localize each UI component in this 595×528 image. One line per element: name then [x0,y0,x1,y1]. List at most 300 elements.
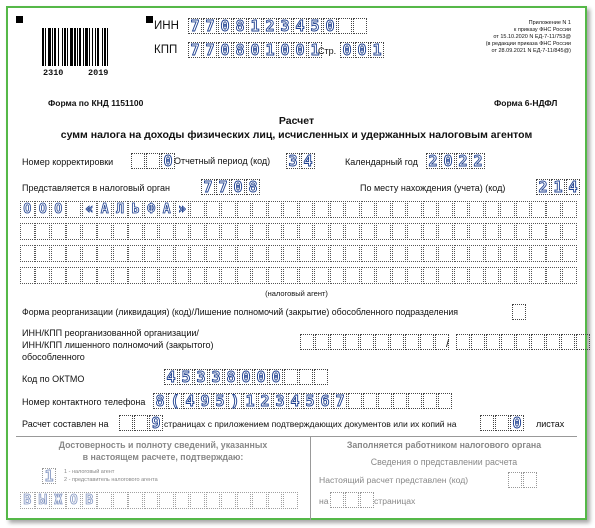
name-cell: О [20,201,35,218]
name-cell [190,267,205,284]
empty-cell [360,334,374,350]
name-cell [175,223,190,240]
digit-cell: 2 [536,179,550,195]
name-cell [546,245,561,262]
name-cell [252,245,267,262]
digit-cell: 4 [183,393,197,409]
digit-cell: 3 [278,18,292,34]
name-cell [175,245,190,262]
name-cell [423,223,438,240]
name-cell [516,201,531,218]
correction-label: Номер корректировки [22,157,114,167]
name-cell [392,245,407,262]
digit-cell: ( [168,393,182,409]
name-cell [516,245,531,262]
name-cell [144,245,159,262]
name-cell [206,492,221,509]
name-cell [423,245,438,262]
barcode-image [42,28,128,66]
name-cell [299,267,314,284]
name-cell [237,223,252,240]
digit-cell: 3 [209,369,223,385]
digit-cell: 0 [441,153,455,169]
digit-cell: 3 [273,393,287,409]
name-cell [299,245,314,262]
reorg-label: Форма реорганизации (ликвидация) (код)/Лишение полномочий (закрытие) обособленного подразделения [22,307,459,317]
digit-cell [284,369,298,385]
name-cell [82,223,97,240]
digit-cell: 0 [340,42,354,58]
name-cell: Л [113,201,128,218]
name-cell [361,245,376,262]
empty-cell [516,334,530,350]
name-cell [237,492,252,509]
digit-cell: 1 [308,42,322,58]
name-cell [361,201,376,218]
name-cell: Ж [51,492,66,509]
name-cell [175,492,190,509]
name-cell [113,223,128,240]
digit-cell: 2 [258,393,272,409]
digit-cell: 1 [551,179,565,195]
appendix-note-line: (в редакции приказа ФНС России [485,41,571,47]
tax-authority-label: Представляется в налоговый орган [22,183,170,193]
name-cell [531,201,546,218]
authority-subtitle: Сведения о представлении расчета [370,457,518,467]
empty-cell [345,334,359,350]
name-cell [113,492,128,509]
name-cell: О [66,492,81,509]
corner-marker [146,16,153,23]
name-cell [392,201,407,218]
name-cell [221,267,236,284]
name-cell [66,201,81,218]
empty-cell [420,334,434,350]
name-cell [128,267,143,284]
name-cell [128,223,143,240]
digit-cell: 7 [333,393,347,409]
reorg-kpp-cells[interactable] [456,334,591,350]
name-cell [221,201,236,218]
kpp-cells[interactable] [188,42,323,58]
corner-marker [16,16,23,23]
name-cell [82,245,97,262]
empty-cell [501,334,515,350]
name-cell [159,245,174,262]
name-cell [206,245,221,262]
location-cells[interactable] [536,179,581,195]
digit-cell: 7 [216,179,230,195]
digit-cell [363,393,377,409]
digit-cell: 8 [233,42,247,58]
digit-cell [480,415,494,431]
digit-cell: 3 [286,153,300,169]
digit-cell [408,393,422,409]
name-cell [175,267,190,284]
digit-cell: 1 [42,468,56,484]
name-cell [283,492,298,509]
agent-name-row[interactable] [20,245,577,262]
name-cell [485,223,500,240]
digit-cell [393,393,407,409]
reorg-cells[interactable] [512,304,527,320]
digit-cell: 0 [254,369,268,385]
inn-label: ИНН [154,20,179,32]
digit-cell: 0 [323,18,337,34]
digit-cell: 6 [318,393,332,409]
digit-cell [348,393,362,409]
digit-cell [423,393,437,409]
location-label: По месту нахождения (учета) (код) [360,183,506,193]
name-cell [376,267,391,284]
name-cell [485,245,500,262]
name-cell: А [97,201,112,218]
digit-cell: 2 [263,18,277,34]
digit-cell: 8 [153,393,167,409]
name-cell [345,201,360,218]
reorg-inn-label: ИНН/КПП лишенного полномочий (закрытого) [22,340,214,350]
digit-cell: 1 [243,393,257,409]
form-page [6,6,587,520]
digit-cell: 3 [194,369,208,385]
digit-cell: 2 [456,153,470,169]
page-label: Стр. [318,46,337,56]
name-cell [51,267,66,284]
name-cell [252,492,267,509]
digit-cell: 9 [149,415,163,431]
period-cells[interactable] [286,153,316,169]
name-cell [314,245,329,262]
name-cell [562,267,577,284]
pages-label: Расчет составлен на [22,419,109,429]
name-cell [113,267,128,284]
name-cell [469,245,484,262]
digit-cell [438,393,452,409]
digit-cell [146,153,160,169]
name-cell [82,267,97,284]
pages-cells[interactable] [119,415,164,431]
name-cell [423,267,438,284]
name-cell [454,201,469,218]
name-cell: О [35,201,50,218]
name-cell [531,245,546,262]
name-cell [20,223,35,240]
name-cell [159,223,174,240]
name-cell [190,223,205,240]
empty-cell [471,334,485,350]
authority-pages-label: страницах [374,496,416,506]
form-code: Форма 6-НДФЛ [494,98,558,108]
phone-label: Номер контактного телефона [22,397,146,407]
empty-cell [561,334,575,350]
empty-cell [486,334,500,350]
empty-cell [512,304,526,320]
empty-cell [531,334,545,350]
name-cell [144,492,159,509]
name-cell [35,245,50,262]
name-cell [299,201,314,218]
name-cell [283,267,298,284]
name-cell [376,245,391,262]
name-cell [469,267,484,284]
name-cell [144,267,159,284]
name-cell [252,223,267,240]
name-cell [500,245,515,262]
name-cell [531,267,546,284]
name-cell [546,223,561,240]
period-label: Отчетный период (код) [174,156,271,166]
name-cell: Ь [128,201,143,218]
digit-cell: 7 [188,42,202,58]
name-cell [190,201,205,218]
name-cell [190,245,205,262]
name-cell [113,245,128,262]
name-cell [330,267,345,284]
name-cell [546,267,561,284]
signer-option: 1 - налоговый агент [64,469,115,475]
digit-cell: 0 [161,153,175,169]
name-cell [531,223,546,240]
name-cell [407,201,422,218]
name-cell [438,201,453,218]
name-cell [562,223,577,240]
empty-cell [300,334,314,350]
name-cell: Ф [144,201,159,218]
name-cell [97,223,112,240]
name-cell [97,245,112,262]
name-cell [268,267,283,284]
pages-label-2: страницах с приложением подтверждающих документов или их копий на [164,419,457,429]
oktmo-cells[interactable] [164,369,329,385]
authority-pages-cells[interactable] [330,492,375,508]
empty-cell [576,334,590,350]
name-cell [206,201,221,218]
digit-cell [314,369,328,385]
digit-cell: 2 [471,153,485,169]
empty-cell [330,334,344,350]
name-cell [407,267,422,284]
inn-cells[interactable] [188,18,368,34]
empty-cell [315,334,329,350]
name-cell [237,245,252,262]
confirm-title: Достоверность и полноту сведений, указанных [58,440,268,450]
digit-cell: 0 [510,415,524,431]
name-cell [361,267,376,284]
name-cell [268,201,283,218]
name-cell: » [175,201,190,218]
digit-cell: 7 [201,179,215,195]
name-cell [237,267,252,284]
name-cell [283,245,298,262]
name-cell [438,267,453,284]
appendix-note [486,20,571,55]
authority-title: Заполняется работником налогового органа [346,440,542,450]
appendix-note-line: к приказу ФНС России [513,27,571,33]
name-cell [407,245,422,262]
digit-cell [338,18,352,34]
name-cell [128,245,143,262]
empty-cell [375,334,389,350]
authority-on-label: на [319,496,329,506]
copies-cells[interactable] [480,415,525,431]
name-cell [66,223,81,240]
name-cell [392,267,407,284]
digit-cell: ) [228,393,242,409]
name-cell [252,267,267,284]
name-cell [159,492,174,509]
name-cell [330,223,345,240]
name-cell [252,201,267,218]
digit-cell [495,415,509,431]
name-cell [392,223,407,240]
empty-cell [390,334,404,350]
name-cell [376,223,391,240]
name-cell [454,245,469,262]
empty-cell [330,492,344,508]
agent-name-row[interactable] [20,223,577,240]
name-cell [283,223,298,240]
name-cell [500,267,515,284]
name-cell [485,267,500,284]
name-cell [330,245,345,262]
reorg-inn-cells[interactable] [300,334,450,350]
signer-code-cell[interactable] [42,468,57,484]
empty-cell [360,492,374,508]
agent-name-row[interactable] [20,267,577,284]
name-cell [268,492,283,509]
name-cell: « [82,201,97,218]
name-cell [299,223,314,240]
name-cell [268,245,283,262]
digit-cell: 4 [301,153,315,169]
name-cell [268,223,283,240]
name-cell [35,223,50,240]
digit-cell: 0 [218,18,232,34]
empty-cell [546,334,560,350]
name-cell [562,245,577,262]
page-title: Расчет [278,115,315,127]
name-cell [469,201,484,218]
digit-cell: 7 [203,18,217,34]
digit-cell: 0 [293,42,307,58]
name-cell [546,201,561,218]
name-cell [345,245,360,262]
name-cell [144,223,159,240]
signer-name-row[interactable] [20,492,299,509]
name-cell [454,267,469,284]
name-cell [159,267,174,284]
appendix-note-line: от 28.09.2021 N ЕД-7-11/845@) [491,48,571,54]
confirm-title: в настоящем расчете, подтверждаю: [82,452,244,462]
name-cell [237,201,252,218]
name-cell [206,223,221,240]
digit-cell [131,153,145,169]
digit-cell: 5 [179,369,193,385]
oktmo-label: Код по ОКТМО [22,374,85,384]
digit-cell: 0 [239,369,253,385]
digit-cell: 0 [231,179,245,195]
kpp-label: КПП [154,44,178,56]
digit-cell: 0 [248,42,262,58]
digit-cell: 8 [246,179,260,195]
name-cell: Ы [35,492,50,509]
barcode-left-number: 2310 [43,68,64,78]
name-cell [66,267,81,284]
name-cell [562,201,577,218]
authority-line: Настоящий расчет представлен (код) [319,475,469,485]
name-cell [206,267,221,284]
tax-authority-cells[interactable] [201,179,261,195]
page-cells [340,42,385,58]
agent-caption: (налоговый агент) [265,289,328,298]
digit-cell: 4 [293,18,307,34]
year-cells[interactable] [426,153,486,169]
digit-cell: 0 [218,42,232,58]
name-cell [283,201,298,218]
correction-cells[interactable] [131,153,176,169]
sheets-label: листах [536,419,565,429]
agent-name-row[interactable] [20,201,577,218]
name-cell [330,201,345,218]
digit-cell: 8 [233,18,247,34]
knd-code: Форма по КНД 1151100 [48,98,144,108]
digit-cell: 9 [198,393,212,409]
barcode-right-number: 2019 [88,68,109,78]
name-cell [20,245,35,262]
name-cell [438,223,453,240]
digit-cell: 0 [278,42,292,58]
digit-cell: 1 [248,18,262,34]
name-cell [66,245,81,262]
digit-cell [353,18,367,34]
reorg-inn-label: обособленного [22,352,85,362]
digit-cell [378,393,392,409]
name-cell [314,267,329,284]
name-cell [345,267,360,284]
name-cell [469,223,484,240]
digit-cell: 1 [263,42,277,58]
digit-cell: 8 [224,369,238,385]
empty-cell [508,472,522,488]
name-cell [51,223,66,240]
appendix-note-line: от 15.10.2020 N ЕД-7-11/753@ [493,34,571,40]
authority-code-cells[interactable] [508,472,538,488]
year-label: Календарный год [345,157,418,167]
empty-cell [523,472,537,488]
name-cell: В [20,492,35,509]
digit-cell: 5 [303,393,317,409]
name-cell: А [159,201,174,218]
name-cell [221,245,236,262]
name-cell [221,223,236,240]
digit-cell: 0 [355,42,369,58]
name-cell [97,267,112,284]
digit-cell: 0 [269,369,283,385]
footer-divider [16,436,577,437]
appendix-note-line: Приложение N 1 [528,20,571,26]
phone-cells[interactable] [153,393,453,409]
name-cell [221,492,236,509]
digit-cell [119,415,133,431]
name-cell [97,492,112,509]
digit-cell: 4 [566,179,580,195]
empty-cell [345,492,359,508]
name-cell [128,492,143,509]
name-cell: О [51,201,66,218]
reorg-inn-label: ИНН/КПП реорганизованной организации/ [22,328,199,338]
digit-cell [134,415,148,431]
name-cell [190,492,205,509]
